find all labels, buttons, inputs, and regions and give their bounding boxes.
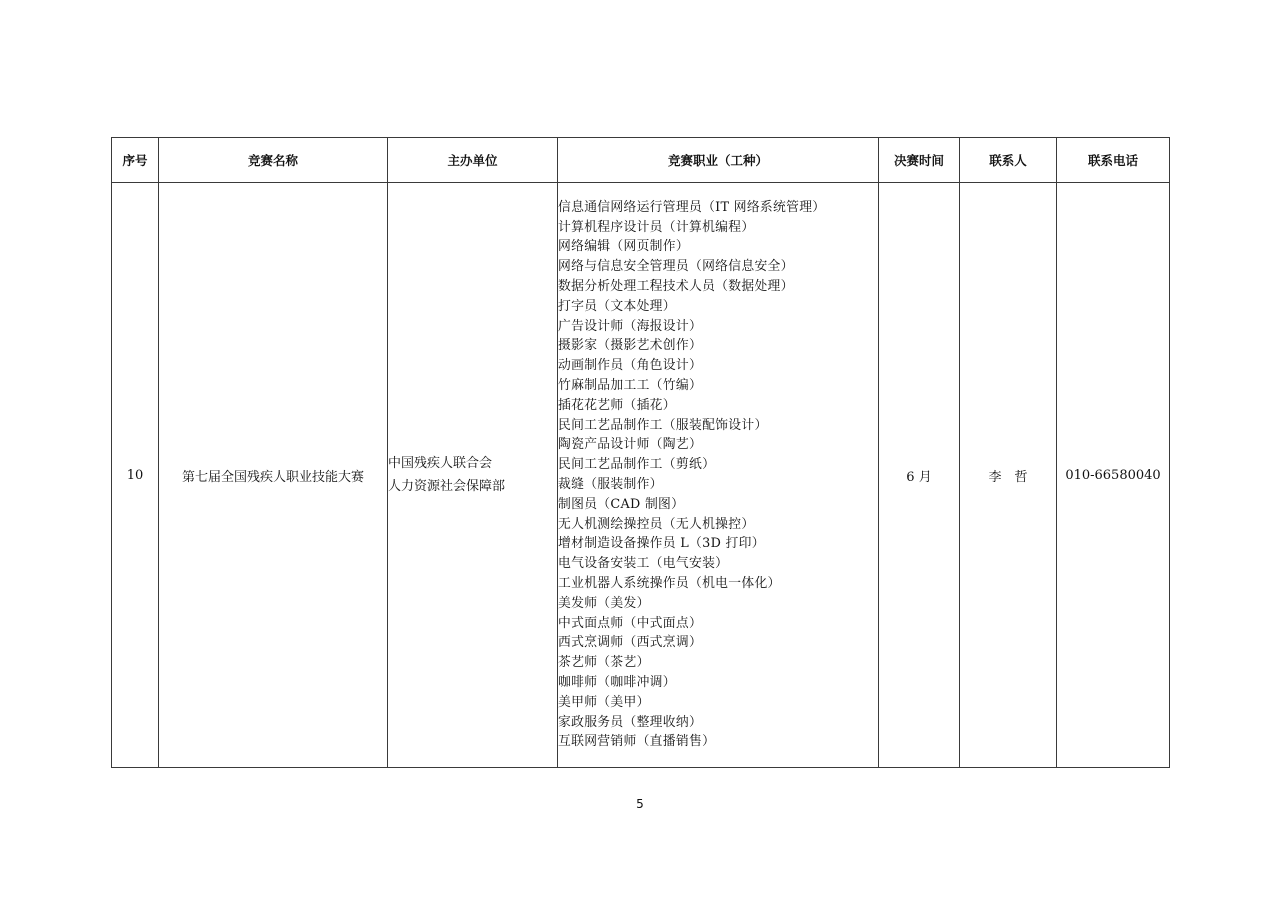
cell-occupations xyxy=(558,183,879,768)
occupation-item: 网络与信息安全管理员（网络信息安全） xyxy=(558,259,794,275)
header-contact: 联系人 xyxy=(960,138,1057,183)
cell-contact: 李 哲 xyxy=(960,183,1057,768)
occupation-item: 民间工艺品制作工（剪纸） xyxy=(558,457,716,473)
cell-competition-name: 第七届全国残疾人职业技能大赛 xyxy=(159,183,388,768)
occupation-item: 计算机程序设计员（计算机编程） xyxy=(558,219,755,235)
cell-organizer xyxy=(388,183,558,768)
occupation-item: 摄影家（摄影艺术创作） xyxy=(558,338,703,354)
occupation-item: 美甲师（美甲） xyxy=(558,694,650,710)
cell-index: 10 xyxy=(112,183,159,768)
occupation-item: 增材制造设备操作员 L（3D 打印） xyxy=(558,536,765,552)
cell-phone: 010-66580040 xyxy=(1057,183,1170,768)
occupation-item: 陶瓷产品设计师（陶艺） xyxy=(558,437,703,453)
occupation-item: 插花花艺师（插花） xyxy=(558,397,676,413)
occupation-item: 网络编辑（网页制作） xyxy=(558,239,689,255)
header-organizer: 主办单位 xyxy=(388,138,558,183)
page-number: 5 xyxy=(636,797,644,811)
cell-final-time: 6 月 xyxy=(879,183,960,768)
occupation-item: 裁缝（服装制作） xyxy=(558,477,663,492)
occupation-item: 信息通信网络运行管理员（IT 网络系统管理） xyxy=(558,199,826,215)
header-index: 序号 xyxy=(112,138,159,183)
occupation-item: 中式面点师（中式面点） xyxy=(558,615,703,631)
occupation-item: 打字员（文本处理） xyxy=(558,298,676,314)
organizer-line: 中国残疾人联合会 xyxy=(388,456,493,471)
occupation-item: 茶艺师（茶艺） xyxy=(558,655,650,671)
header-occupations: 竞赛职业（工种） xyxy=(558,138,879,183)
occupation-item: 数据分析处理工程技术人员（数据处理） xyxy=(558,279,794,295)
occupation-item: 西式烹调师（西式烹调） xyxy=(558,635,703,651)
header-phone: 联系电话 xyxy=(1057,138,1170,183)
competition-table xyxy=(111,137,1170,768)
occupation-item: 民间工艺品制作工（服装配饰设计） xyxy=(558,417,768,433)
occupation-item: 家政服务员（整理收纳） xyxy=(558,714,703,730)
occupation-item: 无人机测绘操控员（无人机操控） xyxy=(558,516,755,532)
occupation-item: 工业机器人系统操作员（机电一体化） xyxy=(558,575,781,591)
occupation-item: 电气设备安装工（电气安装） xyxy=(558,556,729,572)
occupation-item: 美发师（美发） xyxy=(558,595,650,611)
occupation-item: 互联网营销师（直播销售） xyxy=(558,734,716,750)
occupation-item: 咖啡师（咖啡冲调） xyxy=(558,674,676,690)
table-row xyxy=(112,183,1170,768)
header-final-time: 决赛时间 xyxy=(879,138,960,183)
occupation-list xyxy=(558,198,878,752)
occupation-item: 制图员（CAD 制图） xyxy=(558,496,685,512)
organizer-line: 人力资源社会保障部 xyxy=(388,479,506,494)
occupation-item: 竹麻制品加工工（竹编） xyxy=(558,378,703,394)
header-competition-name: 竞赛名称 xyxy=(159,138,388,183)
table-header-row xyxy=(112,138,1170,183)
occupation-item: 广告设计师（海报设计） xyxy=(558,318,703,334)
occupation-item: 动画制作员（角色设计） xyxy=(558,358,703,374)
